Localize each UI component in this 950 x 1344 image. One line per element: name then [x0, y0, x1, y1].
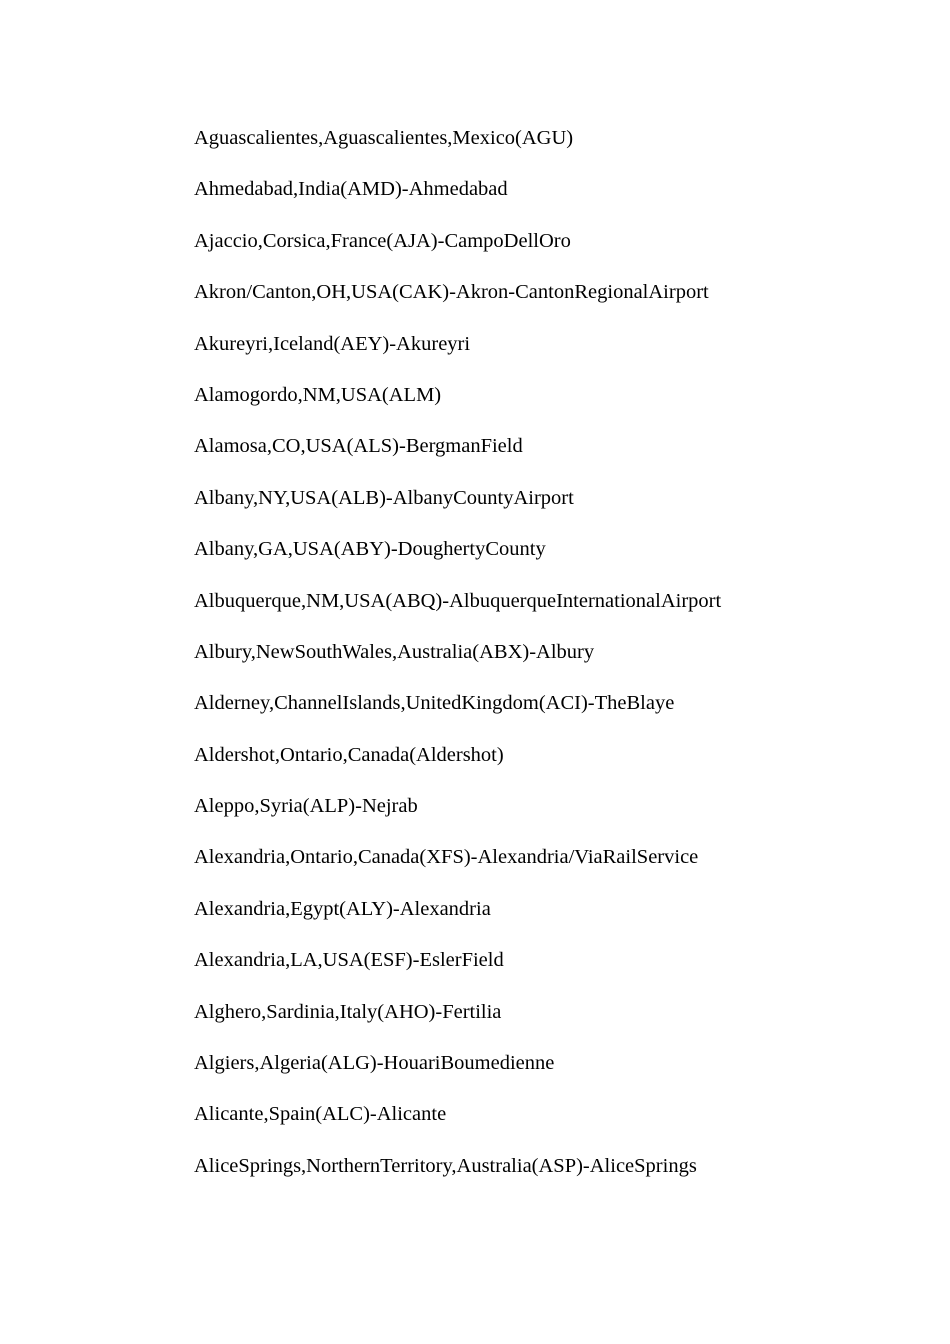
list-item: Aldershot,Ontario,Canada(Aldershot): [194, 743, 504, 766]
list-item: Albury,NewSouthWales,Australia(ABX)-Albury: [194, 640, 595, 663]
list-item: Alamogordo,NM,USA(ALM): [194, 383, 442, 406]
airport-list: [194, 124, 914, 1203]
list-item: Alamosa,CO,USA(ALS)-BergmanField: [194, 435, 523, 458]
list-item: Ahmedabad,India(AMD)-Ahmedabad: [194, 178, 508, 201]
list-item: Alexandria,Ontario,Canada(XFS)-Alexandria/ViaRailService: [194, 846, 699, 869]
list-item: Akureyri,Iceland(AEY)-Akureyri: [194, 332, 471, 355]
list-item: Alexandria,Egypt(ALY)-Alexandria: [194, 897, 491, 920]
list-item: Alghero,Sardinia,Italy(AHO)-Fertilia: [194, 1000, 502, 1023]
list-item: Ajaccio,Corsica,France(AJA)-CampoDellOro: [194, 229, 571, 252]
list-item: Algiers,Algeria(ALG)-HouariBoumedienne: [194, 1052, 555, 1075]
list-item: Aguascalientes,Aguascalientes,Mexico(AGU): [194, 127, 574, 149]
list-item: Alexandria,LA,USA(ESF)-EslerField: [194, 949, 504, 972]
list-item: Alderney,ChannelIslands,UnitedKingdom(ACI)-TheBlaye: [194, 692, 675, 715]
list-item: Aleppo,Syria(ALP)-Nejrab: [194, 795, 418, 818]
list-item: AliceSprings,NorthernTerritory,Australia(ASP)-AliceSprings: [194, 1154, 697, 1177]
list-item: Akron/Canton,OH,USA(CAK)-Akron-CantonRegionalAirport: [194, 281, 709, 304]
list-item: Alicante,Spain(ALC)-Alicante: [194, 1103, 447, 1126]
list-item: Albany,GA,USA(ABY)-DoughertyCounty: [194, 538, 546, 561]
list-item: Albany,NY,USA(ALB)-AlbanyCountyAirport: [194, 486, 574, 509]
list-item: Albuquerque,NM,USA(ABQ)-AlbuquerqueInternationalAirport: [194, 589, 722, 612]
